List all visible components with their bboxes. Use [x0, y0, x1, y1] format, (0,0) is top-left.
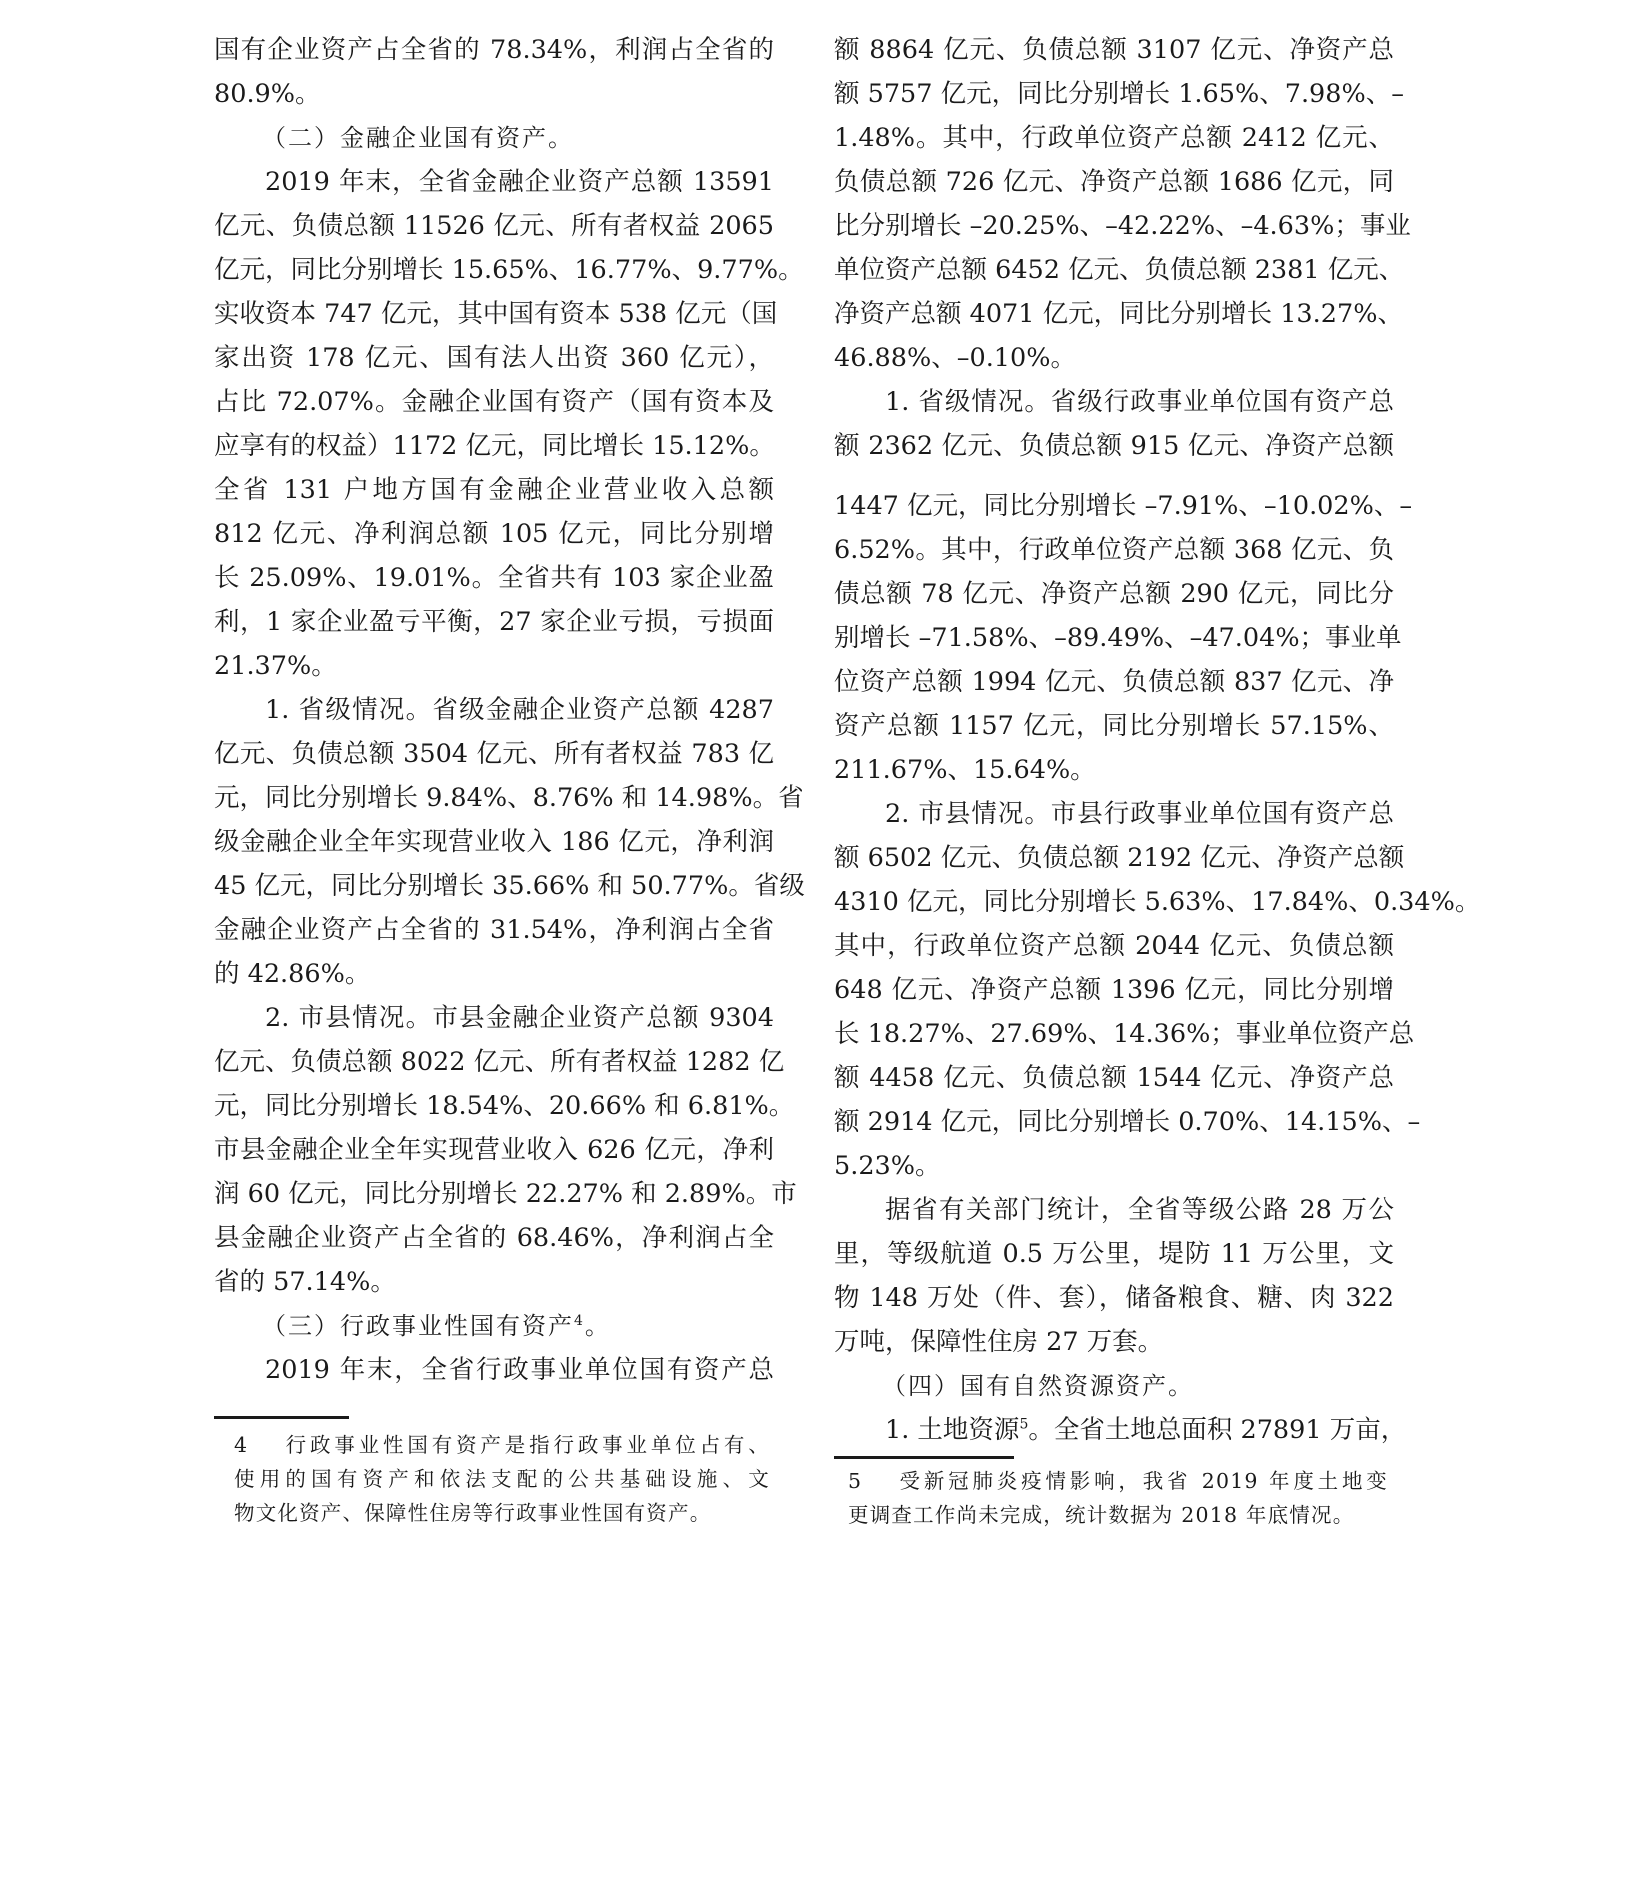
text-line: 1. 省级情况。省级金融企业资产总额 4287 [265, 695, 774, 725]
text-line: 1447 亿元，同比分别增长 –7.91%、–10.02%、– [834, 491, 1413, 521]
text-line: 812 亿元、净利润总额 105 亿元，同比分别增 [214, 519, 774, 549]
text-line: 长 18.27%、27.69%、14.36%；事业单位资产总 [834, 1019, 1415, 1049]
text-line: 位资产总额 1994 亿元、负债总额 837 亿元、净 [834, 667, 1394, 697]
text-line: 其中，行政单位资产总额 2044 亿元、负债总额 [834, 931, 1394, 961]
text-line: 债总额 78 亿元、净资产总额 290 亿元，同比分 [834, 579, 1394, 609]
text-line: 省的 57.14%。 [214, 1267, 396, 1297]
footnote-line: 物文化资产、保障性住房等行政事业性国有资产。 [234, 1501, 712, 1525]
text-line: 别增长 –71.58%、–89.49%、–47.04%；事业单 [834, 623, 1402, 653]
text-line: 亿元，同比分别增长 15.65%、16.77%、9.77%。 [214, 255, 804, 285]
text-line: 据省有关部门统计，全省等级公路 28 万公 [885, 1195, 1394, 1225]
footnote-line: 更调查工作尚未完成，统计数据为 2018 年底情况。 [848, 1503, 1355, 1527]
footnote-line: 使用的国有资产和依法支配的公共基础设施、文 [234, 1467, 770, 1491]
text-line: 额 8864 亿元、负债总额 3107 亿元、净资产总 [834, 35, 1394, 65]
text-line: 80.9%。 [214, 79, 321, 109]
text-line: 亿元、负债总额 8022 亿元、所有者权益 1282 亿 [214, 1047, 785, 1077]
land-resource-label: 1. 土地资源 [885, 1415, 1020, 1445]
text-line: 资产总额 1157 亿元，同比分别增长 57.15%、 [834, 711, 1394, 741]
text-line: 元，同比分别增长 18.54%、20.66% 和 6.81%。 [214, 1091, 795, 1121]
text-line: 占比 72.07%。金融企业国有资产（国有资本及 [214, 387, 774, 417]
text-line: 648 亿元、净资产总额 1396 亿元，同比分别增 [834, 975, 1394, 1005]
text-line: 额 2362 亿元、负债总额 915 亿元、净资产总额 [834, 431, 1394, 461]
text-line: 国有企业资产占全省的 78.34%，利润占全省的 [214, 35, 774, 65]
section-heading-3-text: （三）行政事业性国有资产 [262, 1312, 574, 1340]
text-line: 应享有的权益）1172 亿元，同比增长 15.12%。 [214, 431, 775, 461]
text-line: 县金融企业资产占全省的 68.46%，净利润占全 [214, 1223, 774, 1253]
text-line: 市县金融企业全年实现营业收入 626 亿元，净利 [214, 1135, 774, 1165]
text-line: 家出资 178 亿元、国有法人出资 360 亿元）， [214, 343, 774, 373]
text-line: 亿元、负债总额 3504 亿元、所有者权益 783 亿 [214, 739, 774, 769]
text-line: 211.67%、15.64%。 [834, 755, 1096, 785]
text-line: 实收资本 747 亿元，其中国有资本 538 亿元（国 [214, 299, 778, 329]
text-line: 金融企业资产占全省的 31.54%，净利润占全省 [214, 915, 774, 945]
text-line: 润 60 亿元，同比分别增长 22.27% 和 2.89%。市 [214, 1179, 797, 1209]
text-line: 45 亿元，同比分别增长 35.66% 和 50.77%。省级 [214, 871, 805, 901]
footnote-line: 4 行政事业性国有资产是指行政事业单位占有、 [234, 1433, 770, 1457]
text-line: 额 2914 亿元，同比分别增长 0.70%、14.15%、– [834, 1107, 1421, 1137]
section-heading-3 [214, 1306, 774, 1346]
text-line: 的 42.86%。 [214, 959, 371, 989]
text-line: 利，1 家企业盈亏平衡，27 家企业亏损，亏损面 [214, 607, 774, 637]
text-line: 额 4458 亿元、负债总额 1544 亿元、净资产总 [834, 1063, 1394, 1093]
footnote-ref-4: 4 [574, 1313, 585, 1329]
land-resource-text: 。全省土地总面积 27891 万亩， [1028, 1415, 1407, 1445]
land-resource-line [834, 1410, 1407, 1450]
text-line: 元，同比分别增长 9.84%、8.76% 和 14.98%。省 [214, 783, 804, 813]
text-line: 1. 省级情况。省级行政事业单位国有资产总 [885, 387, 1394, 417]
text-line: 比分别增长 –20.25%、–42.22%、–4.63%；事业 [834, 211, 1411, 241]
text-line: 长 25.09%、19.01%。全省共有 103 家企业盈 [214, 563, 774, 593]
text-line: 2019 年末，全省行政事业单位国有资产总 [265, 1355, 774, 1385]
text-line: 5.23%。 [834, 1151, 941, 1181]
section-heading-2: （二）金融企业国有资产。 [262, 124, 574, 152]
text-line: 单位资产总额 6452 亿元、负债总额 2381 亿元、 [834, 255, 1405, 285]
text-line: 负债总额 726 亿元、净资产总额 1686 亿元，同 [834, 167, 1394, 197]
footnote-divider [214, 1416, 349, 1419]
text-line: 额 6502 亿元、负债总额 2192 亿元、净资产总额 [834, 843, 1405, 873]
text-line: 2. 市县情况。市县金融企业资产总额 9304 [265, 1003, 774, 1033]
text-line: 46.88%、–0.10%。 [834, 343, 1076, 373]
text-line: 2. 市县情况。市县行政事业单位国有资产总 [885, 799, 1394, 829]
text-line: 净资产总额 4071 亿元，同比分别增长 13.27%、 [834, 299, 1403, 329]
text-line: 级金融企业全年实现营业收入 186 亿元，净利润 [214, 827, 774, 857]
text-line: 4310 亿元，同比分别增长 5.63%、17.84%、0.34%。 [834, 887, 1481, 917]
text-line: 1.48%。其中，行政单位资产总额 2412 亿元、 [834, 123, 1394, 153]
footnote-line: 5 受新冠肺炎疫情影响，我省 2019 年度土地变 [848, 1469, 1388, 1493]
footnote-divider [834, 1456, 1014, 1459]
text-line: 里，等级航道 0.5 万公里，堤防 11 万公里，文 [834, 1239, 1394, 1269]
text-line: 万吨，保障性住房 27 万套。 [834, 1327, 1164, 1357]
text-line: 物 148 万处（件、套），储备粮食、糖、肉 322 [834, 1283, 1394, 1313]
text-line: 亿元、负债总额 11526 亿元、所有者权益 2065 [214, 211, 774, 241]
text-line: 21.37%。 [214, 651, 337, 681]
text-line: 6.52%。其中，行政单位资产总额 368 亿元、负 [834, 535, 1394, 565]
text-line: 2019 年末，全省金融企业资产总额 13591 [265, 167, 774, 197]
text-line: 全省 131 户地方国有金融企业营业收入总额 [214, 475, 774, 505]
section-heading-3-end: 。 [584, 1312, 611, 1340]
section-heading-4: （四）国有自然资源资产。 [882, 1372, 1194, 1400]
footnote-ref-5: 5 [1019, 1416, 1029, 1433]
text-line: 额 5757 亿元，同比分别增长 1.65%、7.98%、– [834, 79, 1404, 109]
